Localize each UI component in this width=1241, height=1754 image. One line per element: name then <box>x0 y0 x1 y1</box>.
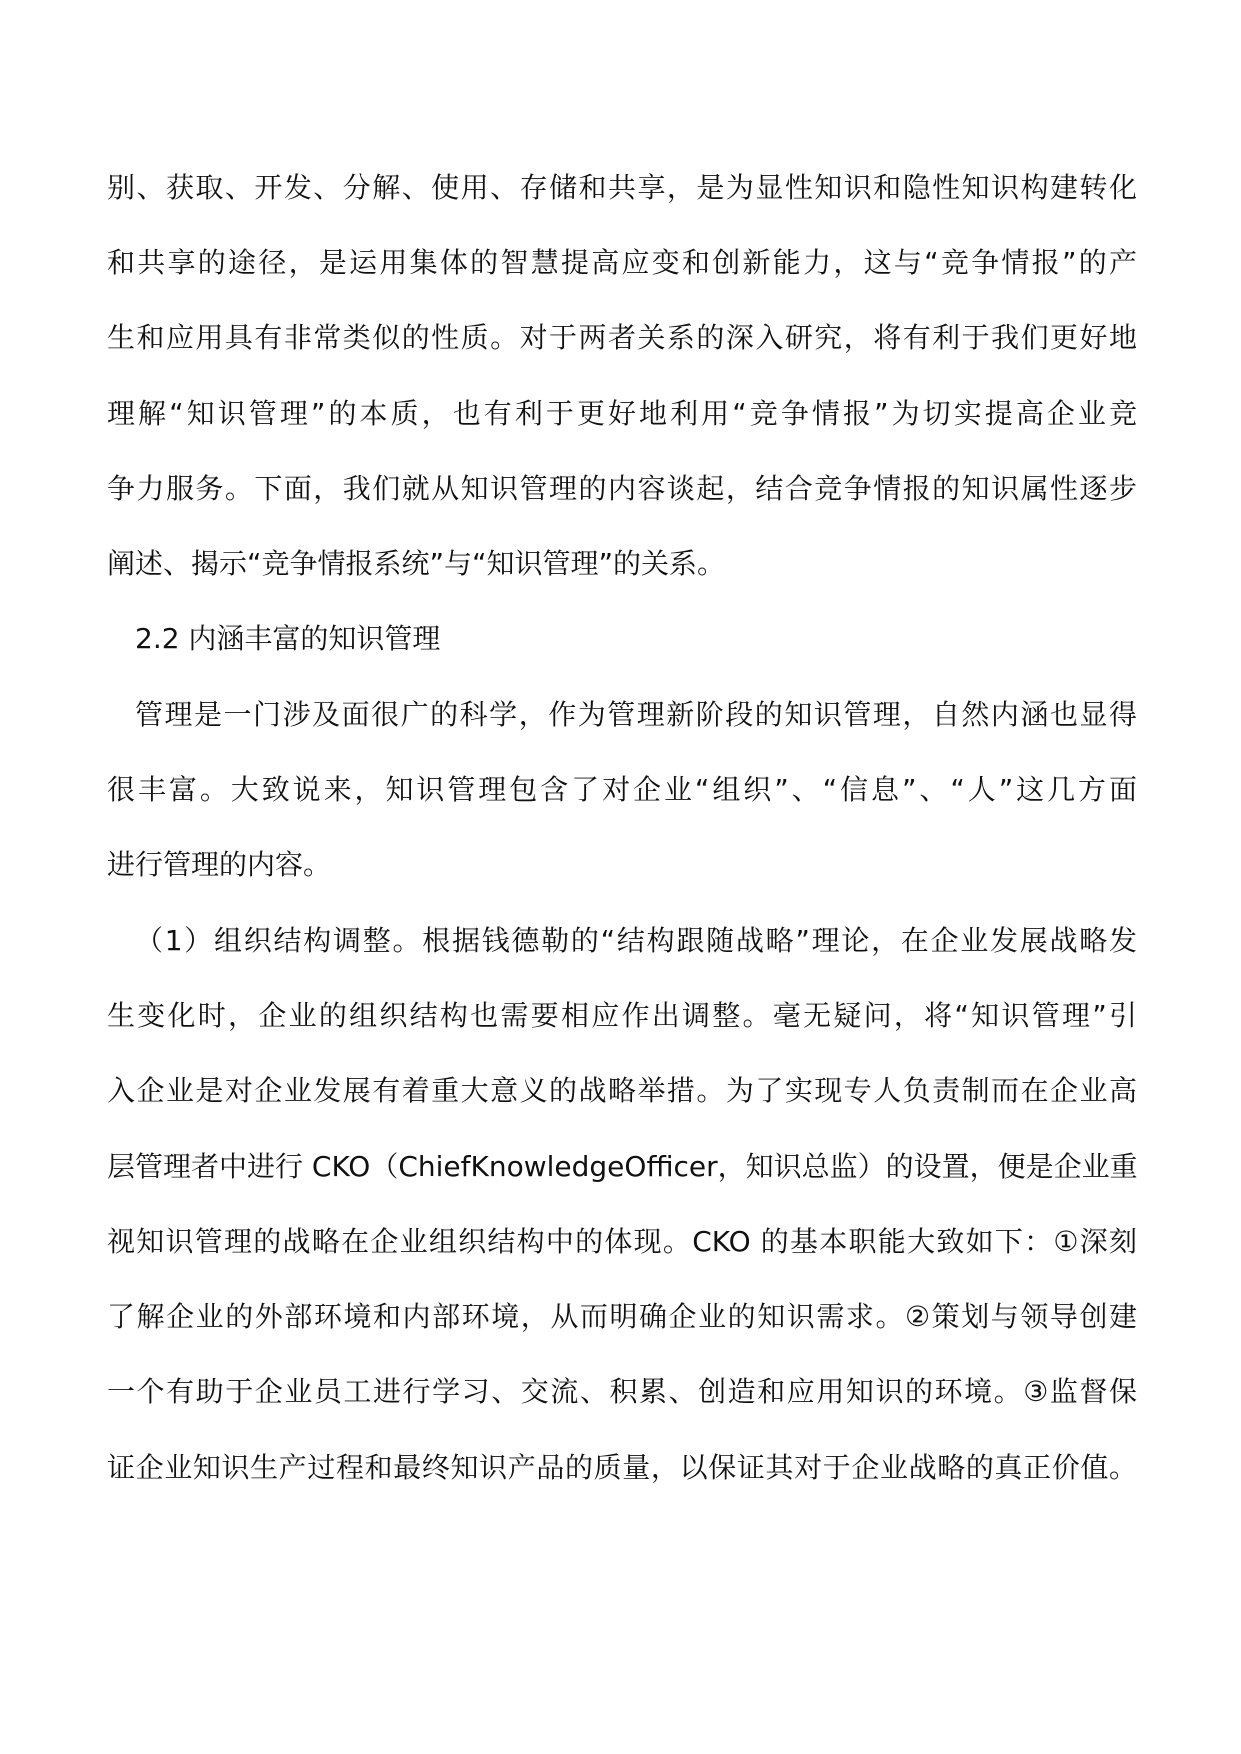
list-item-line-5: 视知识管理的战略在企业组织结构中的体现。CKO 的基本职能大致如下：①深刻 <box>107 1225 1137 1258</box>
section-heading: 2.2 内涵丰富的知识管理 <box>135 622 441 655</box>
text-line-6: 阐述、揭示“竞争情报系统”与“知识管理”的关系。 <box>107 547 726 580</box>
list-item-line-7: 一个有助于企业员工进行学习、交流、积累、创造和应用知识的环境。③监督保 <box>107 1375 1137 1408</box>
list-item-line-6: 了解企业的外部环境和内部环境，从而明确企业的知识需求。②策划与领导创建 <box>107 1300 1137 1333</box>
list-item-line-1: （1）组织结构调整。根据钱德勒的“结构跟随战略”理论，在企业发展战略发 <box>135 924 1137 957</box>
list-item-line-8: 证企业知识生产过程和最终知识产品的质量，以保证其对于企业战略的真正价值。 <box>107 1451 1137 1484</box>
text-line-2: 和共享的途径，是运用集体的智慧提高应变和创新能力，这与“竞争情报”的产 <box>107 246 1137 279</box>
list-item-line-2: 生变化时，企业的组织结构也需要相应作出调整。毫无疑问，将“知识管理”引 <box>107 999 1137 1032</box>
paragraph-line-3: 进行管理的内容。 <box>107 848 332 881</box>
text-line-3: 生和应用具有非常类似的性质。对于两者关系的深入研究，将有利于我们更好地 <box>107 321 1137 354</box>
paragraph-line-2: 很丰富。大致说来，知识管理包含了对企业“组织”、“信息”、“人”这几方面 <box>107 773 1137 806</box>
list-item-line-4: 层管理者中进行 CKO（ChiefKnowledgeOfficer，知识总监）的设置，便是企业重 <box>107 1150 1138 1183</box>
text-line-4: 理解“知识管理”的本质，也有利于更好地利用“竞争情报”为切实提高企业竞 <box>107 397 1137 430</box>
list-item-line-3: 入企业是对企业发展有着重大意义的战略举措。为了实现专人负责制而在企业高 <box>107 1074 1137 1107</box>
text-line-1: 别、获取、开发、分解、使用、存储和共享，是为显性知识和隐性知识构建转化 <box>107 171 1137 204</box>
text-line-5: 争力服务。下面，我们就从知识管理的内容谈起，结合竞争情报的知识属性逐步 <box>107 472 1137 505</box>
paragraph-line-1: 管理是一门涉及面很广的科学，作为管理新阶段的知识管理，自然内涵也显得 <box>135 698 1137 731</box>
